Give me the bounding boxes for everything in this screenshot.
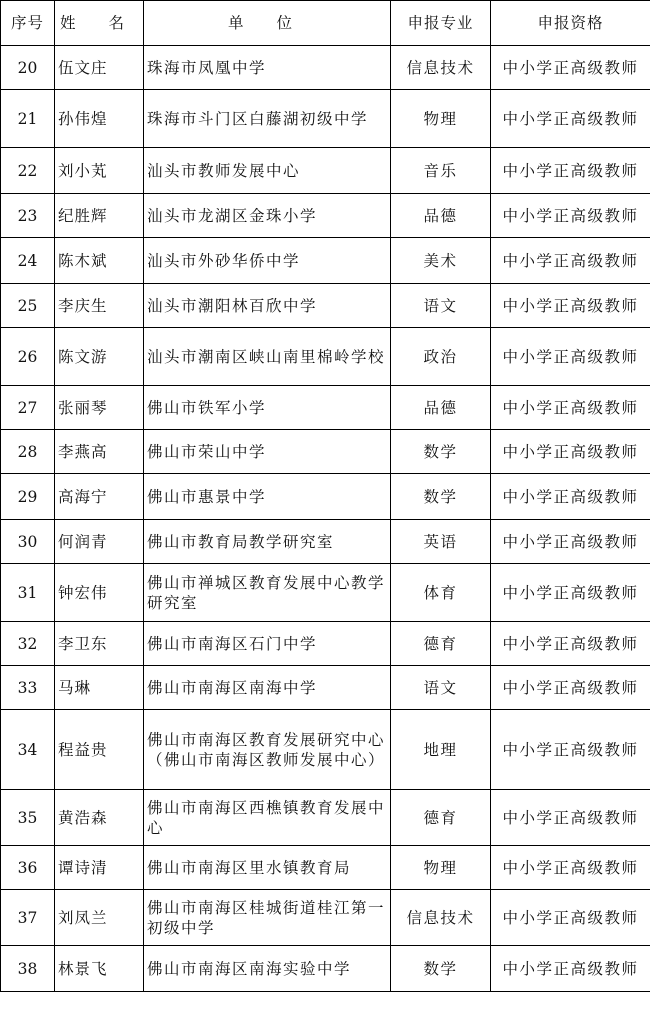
cell-major: 物理: [391, 846, 491, 890]
cell-unit: 佛山市南海区南海中学: [144, 666, 391, 710]
table-row: [1, 520, 650, 564]
cell-serial-no: 34: [1, 710, 55, 790]
cell-qualification: 中小学正高级教师: [491, 846, 650, 890]
header-major: 申报专业: [391, 1, 491, 46]
cell-unit: 佛山市南海区桂城街道桂江第一初级中学: [144, 890, 391, 946]
table-row: [1, 622, 650, 666]
table-row: [1, 564, 650, 622]
cell-major: 语文: [391, 284, 491, 328]
header-serial-no: 序号: [1, 1, 55, 46]
cell-qualification: 中小学正高级教师: [491, 328, 650, 386]
cell-serial-no: 26: [1, 328, 55, 386]
cell-name: 李燕高: [55, 430, 144, 474]
table-row: [1, 710, 650, 790]
cell-unit: 佛山市铁军小学: [144, 386, 391, 430]
cell-unit: 汕头市龙湖区金珠小学: [144, 194, 391, 238]
header-name: [55, 1, 144, 46]
table-row: [1, 194, 650, 238]
cell-serial-no: 27: [1, 386, 55, 430]
cell-major: 美术: [391, 238, 491, 284]
cell-name: 钟宏伟: [55, 564, 144, 622]
cell-major: 政治: [391, 328, 491, 386]
cell-qualification: 中小学正高级教师: [491, 564, 650, 622]
table-row: [1, 430, 650, 474]
cell-major: 英语: [391, 520, 491, 564]
cell-serial-no: 28: [1, 430, 55, 474]
cell-serial-no: 22: [1, 148, 55, 194]
table-row: [1, 666, 650, 710]
cell-unit: 汕头市外砂华侨中学: [144, 238, 391, 284]
header-unit: [144, 1, 391, 46]
header-row: [1, 1, 650, 46]
cell-unit: 汕头市潮南区峡山南里棉岭学校: [144, 328, 391, 386]
cell-serial-no: 24: [1, 238, 55, 284]
cell-serial-no: 36: [1, 846, 55, 890]
cell-name: 何润青: [55, 520, 144, 564]
cell-name: 李卫东: [55, 622, 144, 666]
cell-serial-no: 33: [1, 666, 55, 710]
cell-name: 黄浩森: [55, 790, 144, 846]
cell-qualification: 中小学正高级教师: [491, 90, 650, 148]
cell-serial-no: 30: [1, 520, 55, 564]
cell-name: 张丽琴: [55, 386, 144, 430]
cell-serial-no: 29: [1, 474, 55, 520]
cell-name: 伍文庄: [55, 46, 144, 90]
cell-qualification: 中小学正高级教师: [491, 148, 650, 194]
cell-qualification: 中小学正高级教师: [491, 386, 650, 430]
cell-serial-no: 38: [1, 946, 55, 992]
cell-major: 品德: [391, 386, 491, 430]
cell-qualification: 中小学正高级教师: [491, 284, 650, 328]
cell-serial-no: 25: [1, 284, 55, 328]
cell-major: 音乐: [391, 148, 491, 194]
table-row: [1, 284, 650, 328]
table-row: [1, 90, 650, 148]
cell-qualification: 中小学正高级教师: [491, 890, 650, 946]
cell-serial-no: 31: [1, 564, 55, 622]
cell-qualification: 中小学正高级教师: [491, 46, 650, 90]
cell-unit: 汕头市潮阳林百欣中学: [144, 284, 391, 328]
cell-unit: 佛山市南海区石门中学: [144, 622, 391, 666]
table-row: [1, 890, 650, 946]
cell-name: 高海宁: [55, 474, 144, 520]
cell-unit: 佛山市荣山中学: [144, 430, 391, 474]
cell-serial-no: 20: [1, 46, 55, 90]
cell-major: 数学: [391, 946, 491, 992]
cell-unit: 佛山市禅城区教育发展中心教学研究室: [144, 564, 391, 622]
cell-major: 物理: [391, 90, 491, 148]
table-row: [1, 946, 650, 992]
cell-major: 信息技术: [391, 890, 491, 946]
table-row: [1, 148, 650, 194]
cell-qualification: 中小学正高级教师: [491, 194, 650, 238]
cell-major: 信息技术: [391, 46, 491, 90]
cell-serial-no: 37: [1, 890, 55, 946]
cell-qualification: 中小学正高级教师: [491, 520, 650, 564]
cell-name: 孙伟煌: [55, 90, 144, 148]
cell-name: 林景飞: [55, 946, 144, 992]
cell-unit: 佛山市南海区里水镇教育局: [144, 846, 391, 890]
cell-qualification: 中小学正高级教师: [491, 622, 650, 666]
cell-serial-no: 21: [1, 90, 55, 148]
cell-unit: 珠海市凤凰中学: [144, 46, 391, 90]
cell-name: 陈文游: [55, 328, 144, 386]
cell-unit: 佛山市南海区教育发展研究中心（佛山市南海区教师发展中心）: [144, 710, 391, 790]
cell-name: 纪胜辉: [55, 194, 144, 238]
cell-major: 语文: [391, 666, 491, 710]
cell-name: 刘凤兰: [55, 890, 144, 946]
cell-unit: 佛山市教育局教学研究室: [144, 520, 391, 564]
table-row: [1, 46, 650, 90]
table-header: [1, 1, 650, 46]
cell-unit: 珠海市斗门区白藤湖初级中学: [144, 90, 391, 148]
cell-name: 程益贵: [55, 710, 144, 790]
cell-name: 马琳: [55, 666, 144, 710]
cell-unit: 佛山市南海区南海实验中学: [144, 946, 391, 992]
cell-serial-no: 32: [1, 622, 55, 666]
cell-qualification: 中小学正高级教师: [491, 238, 650, 284]
table-row: [1, 328, 650, 386]
cell-qualification: 中小学正高级教师: [491, 666, 650, 710]
cell-qualification: 中小学正高级教师: [491, 474, 650, 520]
header-unit-label: 单 位: [228, 14, 306, 32]
header-qualification: 申报资格: [491, 1, 650, 46]
cell-name: 刘小芄: [55, 148, 144, 194]
header-name-label: 姓 名: [60, 14, 138, 32]
table-row: [1, 386, 650, 430]
cell-name: 李庆生: [55, 284, 144, 328]
table-row: [1, 846, 650, 890]
cell-name: 陈木斌: [55, 238, 144, 284]
cell-qualification: 中小学正高级教师: [491, 946, 650, 992]
cell-major: 数学: [391, 474, 491, 520]
cell-qualification: 中小学正高级教师: [491, 430, 650, 474]
cell-serial-no: 23: [1, 194, 55, 238]
table-row: [1, 238, 650, 284]
cell-unit: 汕头市教师发展中心: [144, 148, 391, 194]
cell-major: 德育: [391, 790, 491, 846]
cell-qualification: 中小学正高级教师: [491, 790, 650, 846]
cell-major: 品德: [391, 194, 491, 238]
table-body: [1, 46, 650, 992]
cell-unit: 佛山市惠景中学: [144, 474, 391, 520]
cell-serial-no: 35: [1, 790, 55, 846]
cell-qualification: 中小学正高级教师: [491, 710, 650, 790]
cell-major: 德育: [391, 622, 491, 666]
table-row: [1, 474, 650, 520]
cell-major: 体育: [391, 564, 491, 622]
cell-major: 数学: [391, 430, 491, 474]
cell-major: 地理: [391, 710, 491, 790]
cell-unit: 佛山市南海区西樵镇教育发展中心: [144, 790, 391, 846]
table-row: [1, 790, 650, 846]
cell-name: 谭诗清: [55, 846, 144, 890]
